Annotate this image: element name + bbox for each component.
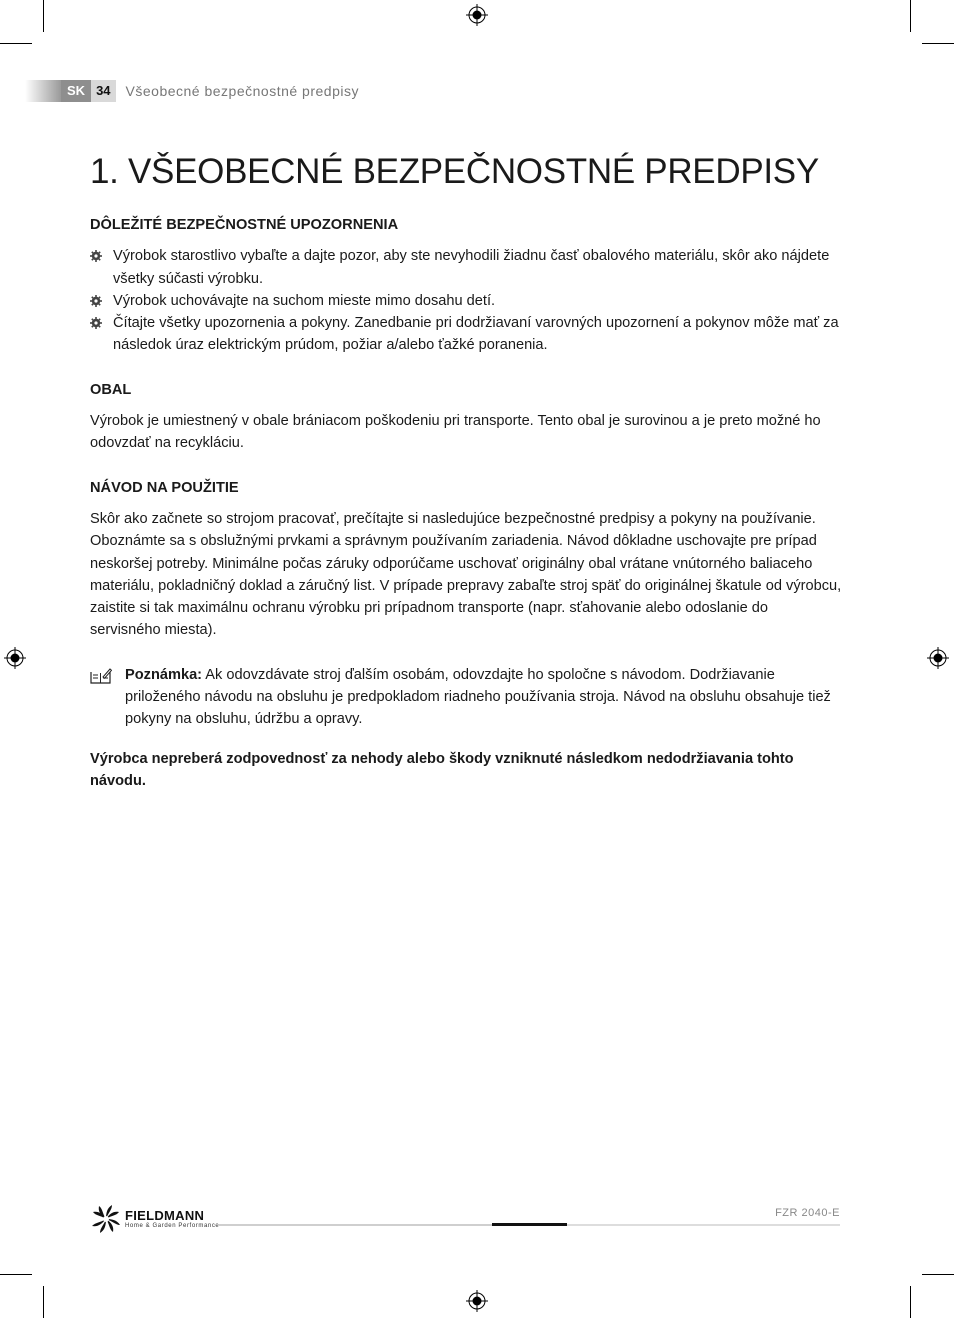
crop-mark (0, 1274, 32, 1275)
gear-bullet-icon (90, 250, 102, 262)
list-item-text: Čítajte všetky upozornenia a pokyny. Zanedbanie pri dodržiavaní varovných upozornení a pokynov môže mať za následok úraz elektrickým prúdom, požiar a/alebo ťažké poranenia. (113, 315, 839, 354)
brand-name: FIELDMANN (125, 1207, 205, 1223)
section-heading-packaging: OBAL (90, 381, 132, 398)
footer-bar (567, 1224, 840, 1226)
footer-bar (219, 1224, 492, 1226)
crop-mark (922, 43, 954, 44)
registration-mark-icon (4, 647, 26, 669)
language-tag: SK (61, 80, 91, 102)
note-pencil-icon (90, 668, 112, 684)
footer-bar-accent (492, 1223, 567, 1226)
main-content (90, 214, 842, 792)
disclaimer: Výrobca nepreberá zodpovednosť za nehody alebo škody vzniknuté následkom nedodržiavania tohto návodu. (90, 750, 794, 789)
note-label: Poznámka: (125, 666, 203, 683)
header-gradient (25, 80, 61, 102)
section-heading-important: DÔLEŽITÉ BEZPEČNOSTNÉ UPOZORNENIA (90, 217, 399, 233)
brand-tagline: Home & Garden Performance (125, 1222, 220, 1229)
model-number: FZR 2040-E (775, 1207, 840, 1219)
packaging-paragraph: Výrobok je umiestnený v obale brániacom poškodeniu pri transporte. Tento obal je surovinou a je preto možné ho odovzdať na recykláciu. (90, 413, 821, 452)
registration-mark-icon (466, 4, 488, 26)
list-item-text: Výrobok uchovávajte na suchom mieste mimo dosahu detí. (113, 292, 496, 309)
warning-list (90, 245, 842, 356)
crop-mark (922, 1274, 954, 1275)
running-title: Všeobecné bezpečnostné predpisy (125, 83, 359, 99)
crop-mark (43, 0, 44, 32)
crop-mark (910, 1286, 911, 1318)
crop-mark (43, 1286, 44, 1318)
crop-mark (0, 43, 32, 44)
page-title: 1. VŠEOBECNÉ BEZPEČNOSTNÉ PREDPISY (90, 152, 819, 191)
crop-mark (910, 0, 911, 32)
brand-logo (90, 1203, 219, 1235)
gear-bullet-icon (90, 295, 102, 307)
page-number: 34 (91, 80, 115, 102)
gear-bullet-icon (90, 317, 102, 329)
list-item (90, 290, 842, 312)
list-item (90, 245, 842, 290)
registration-mark-icon (466, 1290, 488, 1312)
running-header (25, 80, 359, 102)
manual-paragraph: Skôr ako začnete so strojom pracovať, prečítajte si nasledujúce bezpečnostné predpisy a pokyny na používanie. Oboznámte sa s obslužnými prvkami a správnym používaním zariadenia. Návod dôkladne uschovajte pre prípad neskoršej potreby. Minimálne počas záruky odporúčame uschovať originálny obal vrátane vnútorného baliaceho materiálu, pokladničný doklad a záručný list. V prípade prepravy zabaľte stroj späť do originálnej škatule od výrobcu, zaistite si tak maximálnu ochranu výrobku pri prípadnom transporte (napr. sťahovanie alebo odoslanie do servisného miesta). (90, 510, 842, 639)
section-heading-manual: NÁVOD NA POUŽITIE (90, 479, 239, 496)
note-text: Ak odovzdávate stroj ďalším osobám, odovzdajte ho spoločne s návodom. Dodržiavanie priloženého návodu na obsluhu je predpokladom riadneho používania stroja. Návod na obsluhu obsahuje tiež pokyny na obsluhu, údržbu a opravy. (125, 666, 831, 728)
registration-mark-icon (927, 647, 949, 669)
list-item (90, 312, 842, 357)
fieldmann-logo-icon (90, 1203, 122, 1235)
note-block (90, 664, 842, 731)
list-item-text: Výrobok starostlivo vybaľte a dajte pozor, aby ste nevyhodili žiadnu časť obalového materiálu, skôr ako nájdete všetky súčasti výrobku. (113, 248, 830, 287)
